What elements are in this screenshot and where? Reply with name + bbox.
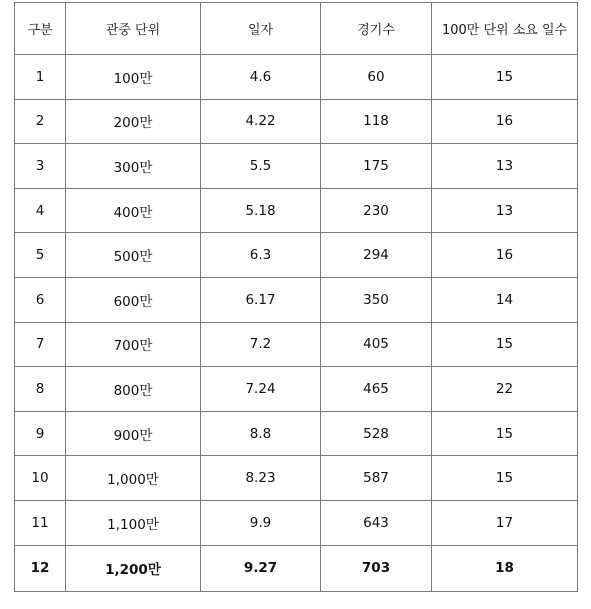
cell-date: 7.2 [201,322,321,367]
table-row-highlighted [15,545,578,591]
cell-days: 15 [432,55,578,100]
cell-days: 16 [432,233,578,278]
cell-attendance-unit: 1,100만 [66,500,201,545]
table-row [15,188,578,233]
cell-games: 118 [321,99,432,144]
cell-date: 5.5 [201,144,321,189]
cell-days: 14 [432,277,578,322]
cell-date: 8.23 [201,456,321,501]
table-row [15,411,578,456]
header-category: 구분 [15,3,66,55]
cell-date: 4.22 [201,99,321,144]
cell-attendance-unit: 400만 [66,188,201,233]
header-row [15,3,578,55]
header-date: 일자 [201,3,321,55]
cell-days: 15 [432,411,578,456]
cell-date: 7.24 [201,367,321,412]
cell-games: 350 [321,277,432,322]
data-table [14,2,578,592]
cell-games: 587 [321,456,432,501]
cell-games: 703 [321,545,432,591]
header-attendance-unit: 관중 단위 [66,3,201,55]
table-row [15,144,578,189]
cell-date: 8.8 [201,411,321,456]
table-row [15,456,578,501]
cell-category: 4 [15,188,66,233]
cell-attendance-unit: 900만 [66,411,201,456]
cell-games: 294 [321,233,432,278]
cell-category: 8 [15,367,66,412]
cell-category: 12 [15,545,66,591]
cell-games: 175 [321,144,432,189]
cell-category: 9 [15,411,66,456]
cell-category: 6 [15,277,66,322]
cell-games: 528 [321,411,432,456]
cell-attendance-unit: 200만 [66,99,201,144]
cell-attendance-unit: 1,000만 [66,456,201,501]
cell-days: 16 [432,99,578,144]
cell-days: 13 [432,144,578,189]
cell-date: 9.27 [201,545,321,591]
cell-days: 15 [432,322,578,367]
cell-games: 60 [321,55,432,100]
cell-date: 6.3 [201,233,321,278]
cell-category: 11 [15,500,66,545]
cell-games: 230 [321,188,432,233]
cell-days: 22 [432,367,578,412]
cell-days: 15 [432,456,578,501]
table-container [14,2,578,592]
table-row [15,233,578,278]
table-row [15,55,578,100]
cell-date: 9.9 [201,500,321,545]
cell-date: 5.18 [201,188,321,233]
cell-attendance-unit: 100만 [66,55,201,100]
cell-attendance-unit: 800만 [66,367,201,412]
cell-games: 465 [321,367,432,412]
table-row [15,322,578,367]
cell-category: 10 [15,456,66,501]
cell-date: 6.17 [201,277,321,322]
cell-category: 2 [15,99,66,144]
cell-category: 7 [15,322,66,367]
cell-attendance-unit: 300만 [66,144,201,189]
table-row [15,367,578,412]
header-games: 경기수 [321,3,432,55]
cell-games: 643 [321,500,432,545]
cell-attendance-unit: 1,200만 [66,545,201,591]
header-days-per-million: 100만 단위 소요 일수 [432,3,578,55]
cell-category: 1 [15,55,66,100]
cell-category: 3 [15,144,66,189]
cell-date: 4.6 [201,55,321,100]
table-row [15,99,578,144]
cell-attendance-unit: 700만 [66,322,201,367]
cell-games: 405 [321,322,432,367]
table-row [15,277,578,322]
cell-days: 18 [432,545,578,591]
cell-category: 5 [15,233,66,278]
cell-attendance-unit: 500만 [66,233,201,278]
cell-attendance-unit: 600만 [66,277,201,322]
table-row [15,500,578,545]
cell-days: 17 [432,500,578,545]
cell-days: 13 [432,188,578,233]
